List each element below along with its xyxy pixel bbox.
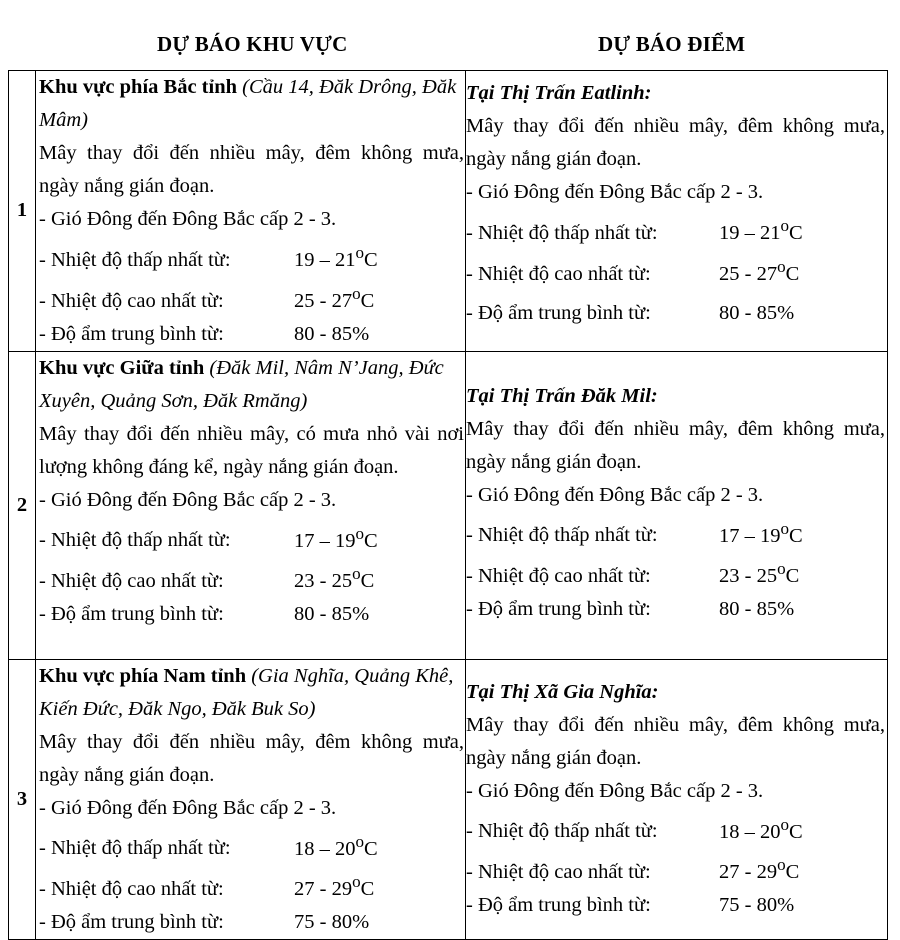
- degree-sign: o: [355, 243, 365, 262]
- degree-sign: o: [352, 283, 361, 303]
- min-temp-label: - Nhiệt độ thấp nhất từ:: [39, 248, 231, 271]
- humidity-value: 80 - 85%: [294, 322, 370, 345]
- max-temp-value: 25 - 27: [294, 289, 353, 312]
- area-forecast-cell: [36, 71, 466, 352]
- max-temp-line: [466, 552, 885, 593]
- max-temp-line: [39, 277, 464, 318]
- humidity-value: 80 - 85%: [294, 603, 370, 626]
- min-temp-line: [466, 808, 885, 849]
- row-number: 1: [9, 71, 36, 352]
- area-forecast-cell: [36, 351, 466, 659]
- point-title: Tại Thị Trấn Đăk Mil:: [466, 384, 658, 407]
- max-temp-label: - Nhiệt độ cao nhất từ:: [39, 289, 224, 312]
- weather-description: Mây thay đổi đến nhiều mây, đêm không mưa, ngày nắng gián đoạn.: [39, 142, 464, 197]
- degree-sign: o: [777, 855, 786, 875]
- celsius-unit: C: [360, 289, 375, 312]
- celsius-unit: C: [364, 529, 378, 552]
- table-row: [9, 659, 888, 940]
- point-forecast-cell: [466, 351, 888, 659]
- max-temp-label: - Nhiệt độ cao nhất từ:: [39, 878, 224, 901]
- weather-description: Mây thay đổi đến nhiều mây, đêm không mưa, ngày nắng gián đoạn.: [466, 115, 885, 170]
- celsius-unit: C: [785, 565, 800, 588]
- point-title: Tại Thị Xã Gia Nghĩa:: [466, 680, 659, 703]
- humidity-label: - Độ ẩm trung bình từ:: [466, 894, 651, 917]
- weather-description: Mây thay đổi đến nhiều mây, đêm không mưa, ngày nắng gián đoạn.: [39, 730, 464, 786]
- min-temp-line: [466, 209, 885, 250]
- humidity-label: - Độ ẩm trung bình từ:: [39, 911, 224, 934]
- area-name: Khu vực phía Nam tỉnh: [39, 664, 247, 687]
- min-temp-line: [39, 517, 464, 558]
- max-temp-label: - Nhiệt độ cao nhất từ:: [466, 262, 651, 285]
- min-temp-value: 19 – 21: [719, 221, 781, 244]
- humidity-line: [39, 318, 464, 351]
- min-temp-label: - Nhiệt độ thấp nhất từ:: [39, 529, 231, 552]
- celsius-unit: C: [785, 262, 800, 285]
- min-temp-line: [39, 825, 464, 866]
- degree-sign: o: [780, 814, 790, 834]
- max-temp-line: [39, 557, 464, 598]
- row-number: 3: [9, 659, 36, 940]
- wind-line: - Gió Đông đến Đông Bắc cấp 2 - 3.: [39, 796, 337, 819]
- min-temp-label: - Nhiệt độ thấp nhất từ:: [466, 820, 658, 843]
- degree-sign: o: [780, 216, 790, 235]
- weather-description: Mây thay đổi đến nhiều mây, đêm không mưa, ngày nắng gián đoạn.: [466, 417, 885, 473]
- min-temp-label: - Nhiệt độ thấp nhất từ:: [466, 221, 658, 244]
- min-temp-value: 18 – 20: [719, 820, 781, 843]
- degree-sign: o: [352, 872, 361, 892]
- degree-sign: o: [352, 564, 361, 584]
- area-communes: (Cầu 14, Đăk Drông, Đăk Mâm): [39, 76, 457, 131]
- area-forecast-cell: [36, 659, 466, 940]
- celsius-unit: C: [364, 248, 378, 271]
- celsius-unit: C: [789, 524, 803, 547]
- wind-line: - Gió Đông đến Đông Bắc cấp 2 - 3.: [466, 181, 764, 203]
- wind-line: - Gió Đông đến Đông Bắc cấp 2 - 3.: [466, 483, 764, 506]
- area-title: [39, 352, 464, 418]
- min-temp-line: [466, 512, 885, 553]
- humidity-line: [466, 297, 885, 330]
- max-temp-line: [466, 250, 885, 291]
- min-temp-label: - Nhiệt độ thấp nhất từ:: [466, 524, 658, 547]
- point-forecast-cell: [466, 71, 888, 352]
- celsius-unit: C: [360, 570, 375, 593]
- wind-line: - Gió Đông đến Đông Bắc cấp 2 - 3.: [39, 208, 337, 230]
- humidity-label: - Độ ẩm trung bình từ:: [39, 603, 224, 626]
- forecast-table: [8, 70, 888, 940]
- max-temp-value: 25 - 27: [719, 262, 778, 285]
- humidity-line: [466, 593, 885, 626]
- min-temp-line: [39, 236, 464, 277]
- area-title: [39, 71, 464, 137]
- max-temp-label: - Nhiệt độ cao nhất từ:: [39, 570, 224, 593]
- row-number: 2: [9, 351, 36, 659]
- point-title: Tại Thị Trấn Eatlinh:: [466, 82, 652, 104]
- min-temp-value: 17 – 19: [719, 524, 781, 547]
- celsius-unit: C: [789, 221, 803, 244]
- table-row: [9, 351, 888, 659]
- wind-line: - Gió Đông đến Đông Bắc cấp 2 - 3.: [466, 779, 764, 802]
- point-forecast-cell: [466, 659, 888, 940]
- max-temp-value: 27 - 29: [719, 861, 778, 884]
- table-row: [9, 71, 888, 352]
- max-temp-label: - Nhiệt độ cao nhất từ:: [466, 565, 651, 588]
- humidity-value: 80 - 85%: [719, 598, 795, 621]
- area-communes: (Đăk Mil, Nâm N’Jang, Đức Xuyên, Quảng Sơn, Đăk Rmăng): [39, 356, 444, 412]
- degree-sign: o: [777, 256, 786, 276]
- humidity-label: - Độ ẩm trung bình từ:: [466, 598, 651, 621]
- humidity-line: [466, 889, 885, 922]
- area-name: Khu vực Giữa tỉnh: [39, 356, 205, 379]
- humidity-value: 75 - 80%: [294, 911, 370, 934]
- max-temp-value: 27 - 29: [294, 878, 353, 901]
- max-temp-line: [466, 848, 885, 889]
- area-communes: (Gia Nghĩa, Quảng Khê, Kiến Đức, Đăk Ngo, Đăk Buk So): [39, 664, 454, 720]
- humidity-value: 80 - 85%: [719, 301, 795, 324]
- humidity-label: - Độ ẩm trung bình từ:: [466, 301, 651, 324]
- degree-sign: o: [355, 523, 365, 543]
- celsius-unit: C: [360, 878, 375, 901]
- min-temp-label: - Nhiệt độ thấp nhất từ:: [39, 837, 231, 860]
- max-temp-label: - Nhiệt độ cao nhất từ:: [466, 861, 651, 884]
- max-temp-value: 23 - 25: [719, 565, 778, 588]
- area-forecast-header: DỰ BÁO KHU VỰC: [157, 32, 348, 56]
- weather-description: Mây thay đổi đến nhiều mây, đêm không mưa, ngày nắng gián đoạn.: [466, 713, 885, 769]
- celsius-unit: C: [789, 820, 803, 843]
- degree-sign: o: [780, 518, 790, 538]
- area-name: Khu vực phía Bắc tỉnh: [39, 76, 237, 98]
- min-temp-value: 18 – 20: [294, 837, 356, 860]
- celsius-unit: C: [364, 837, 378, 860]
- area-title: [39, 660, 464, 726]
- min-temp-value: 17 – 19: [294, 529, 356, 552]
- max-temp-line: [39, 865, 464, 906]
- humidity-value: 75 - 80%: [719, 894, 795, 917]
- degree-sign: o: [777, 559, 786, 579]
- max-temp-value: 23 - 25: [294, 570, 353, 593]
- humidity-label: - Độ ẩm trung bình từ:: [39, 322, 224, 345]
- celsius-unit: C: [785, 861, 800, 884]
- degree-sign: o: [355, 831, 365, 851]
- weather-description: Mây thay đổi đến nhiều mây, có mưa nhỏ vài nơi lượng không đáng kể, ngày nắng gián đoạn.: [39, 422, 464, 478]
- point-forecast-header: DỰ BÁO ĐIỂM: [598, 32, 746, 56]
- wind-line: - Gió Đông đến Đông Bắc cấp 2 - 3.: [39, 488, 337, 511]
- humidity-line: [39, 598, 464, 631]
- min-temp-value: 19 – 21: [294, 248, 356, 271]
- humidity-line: [39, 906, 464, 939]
